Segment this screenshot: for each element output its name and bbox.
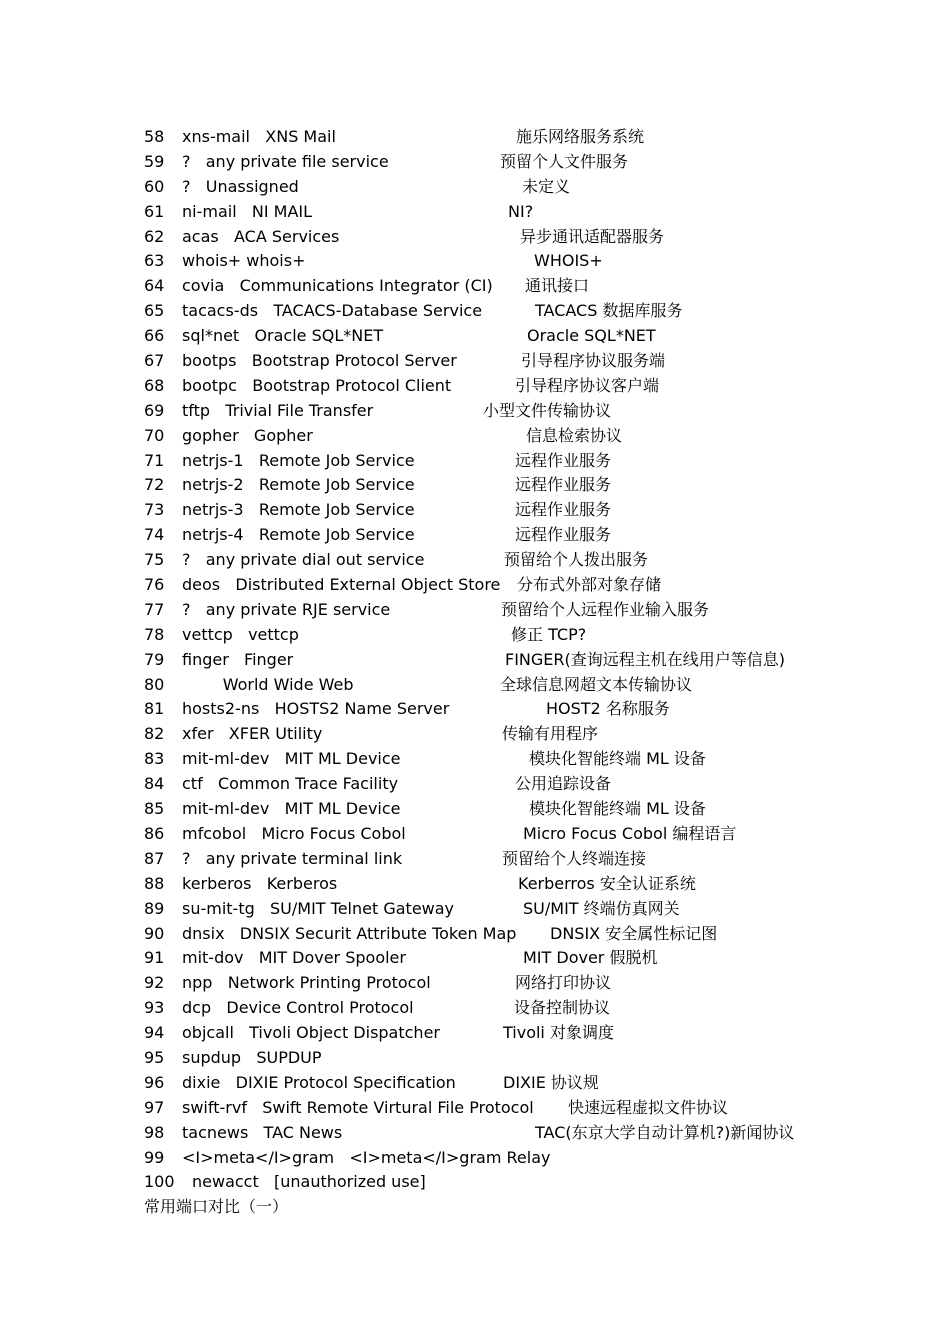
port-entry <box>144 996 844 1021</box>
service-description: 引导程序协议服务端 <box>521 351 666 371</box>
service-description: DNSIX 安全属性标记图 <box>550 923 718 943</box>
service-name: covia Communications Integrator (CI) <box>182 276 493 296</box>
service-name: deos Distributed External Object Store <box>182 575 501 595</box>
port-entry <box>144 125 844 150</box>
port-entry <box>144 1146 844 1171</box>
service-name: vettcp vettcp <box>182 624 299 644</box>
port-entry <box>144 847 844 872</box>
port-number: 98 <box>144 1122 165 1142</box>
service-name: acas ACA Services <box>182 226 340 246</box>
service-name: bootpc Bootstrap Protocol Client <box>182 375 452 395</box>
port-number: 59 <box>144 151 165 171</box>
port-entry <box>144 922 844 947</box>
service-name: dcp Device Control Protocol <box>182 998 414 1018</box>
port-number: 91 <box>144 948 165 968</box>
service-description: 远程作业服务 <box>515 525 612 545</box>
port-entry <box>144 523 844 548</box>
port-entry <box>144 175 844 200</box>
port-entry <box>144 1121 844 1146</box>
port-number: 92 <box>144 973 165 993</box>
port-number: 93 <box>144 998 165 1018</box>
section-heading: 常用端口对比（一） <box>144 1197 289 1217</box>
port-number: 94 <box>144 1023 165 1043</box>
service-name: netrjs-2 Remote Job Service <box>182 475 415 495</box>
port-number: 65 <box>144 301 165 321</box>
port-number: 76 <box>144 575 165 595</box>
service-description: 远程作业服务 <box>515 450 612 470</box>
service-name: bootps Bootstrap Protocol Server <box>182 351 457 371</box>
port-entry <box>144 1071 844 1096</box>
service-description: 预留给个人拨出服务 <box>504 550 649 570</box>
port-entry <box>144 324 844 349</box>
service-name: objcall Tivoli Object Dispatcher <box>182 1023 440 1043</box>
service-description: Micro Focus Cobol 编程语言 <box>523 823 737 843</box>
service-name: kerberos Kerberos <box>182 873 338 893</box>
port-entry <box>144 872 844 897</box>
port-number: 88 <box>144 873 165 893</box>
port-entry <box>144 648 844 673</box>
port-number: 97 <box>144 1097 165 1117</box>
service-description: HOST2 名称服务 <box>546 699 670 719</box>
service-name: ? any private dial out service <box>182 550 425 570</box>
port-number: 72 <box>144 475 165 495</box>
port-entry <box>144 573 844 598</box>
port-entry <box>144 1021 844 1046</box>
port-entry <box>144 349 844 374</box>
service-description: 网络打印协议 <box>515 973 612 993</box>
port-number: 74 <box>144 525 165 545</box>
service-description: 设备控制协议 <box>514 998 611 1018</box>
port-entry <box>144 548 844 573</box>
service-name: su-mit-tg SU/MIT Telnet Gateway <box>182 898 455 918</box>
service-description: 远程作业服务 <box>515 500 612 520</box>
port-entry <box>144 747 844 772</box>
port-entry <box>144 299 844 324</box>
port-entry <box>144 623 844 648</box>
port-entry <box>144 274 844 299</box>
document-body <box>144 125 844 1220</box>
port-number: 87 <box>144 848 165 868</box>
service-description: 通讯接口 <box>525 276 590 296</box>
service-description: 预留个人文件服务 <box>500 151 629 171</box>
port-number: 100 <box>144 1172 175 1192</box>
service-name: xns-mail XNS Mail <box>182 127 336 146</box>
service-description: WHOIS+ <box>534 251 603 271</box>
port-entry <box>144 722 844 747</box>
port-number: 81 <box>144 699 165 719</box>
port-number: 68 <box>144 375 165 395</box>
port-entry <box>144 697 844 722</box>
port-number: 73 <box>144 500 165 520</box>
port-number: 84 <box>144 774 165 794</box>
service-description: SU/MIT 终端仿真网关 <box>523 898 680 918</box>
port-number: 69 <box>144 400 165 420</box>
service-description: 全球信息网超文本传输协议 <box>500 674 693 694</box>
service-name: ni-mail NI MAIL <box>182 201 313 221</box>
port-number: 86 <box>144 823 165 843</box>
port-number: 77 <box>144 599 165 619</box>
service-name: npp Network Printing Protocol <box>182 973 431 993</box>
port-entry <box>144 449 844 474</box>
port-list <box>144 125 844 1195</box>
service-description: 预留给个人终端连接 <box>502 848 647 868</box>
service-name: netrjs-1 Remote Job Service <box>182 450 415 470</box>
port-number: 82 <box>144 724 165 744</box>
service-description: 公用追踪设备 <box>515 774 612 794</box>
port-number: 96 <box>144 1072 165 1092</box>
port-entry <box>144 797 844 822</box>
service-name: netrjs-3 Remote Job Service <box>182 500 415 520</box>
service-description: 异步通讯适配器服务 <box>520 226 665 246</box>
service-name: xfer XFER Utility <box>182 724 323 744</box>
port-number: 78 <box>144 624 165 644</box>
port-number: 60 <box>144 176 165 196</box>
service-name: sql*net Oracle SQL*NET <box>182 326 384 346</box>
service-name: mit-ml-dev MIT ML Device <box>182 749 401 769</box>
service-description: 施乐网络服务系统 <box>516 127 645 146</box>
port-entry <box>144 971 844 996</box>
service-description: 远程作业服务 <box>515 475 612 495</box>
service-description: DIXIE 协议规 <box>503 1072 599 1092</box>
port-entry <box>144 897 844 922</box>
port-number: 58 <box>144 127 165 146</box>
service-description: 信息检索协议 <box>526 425 623 445</box>
service-description: Oracle SQL*NET <box>527 326 656 346</box>
port-entry <box>144 673 844 698</box>
port-entry <box>144 598 844 623</box>
service-name: supdup SUPDUP <box>182 1047 322 1067</box>
port-number: 83 <box>144 749 165 769</box>
service-description: 小型文件传输协议 <box>483 400 612 420</box>
service-description: 引导程序协议客户端 <box>515 375 660 395</box>
service-description: NI? <box>508 201 534 221</box>
port-number: 64 <box>144 276 165 296</box>
port-number: 62 <box>144 226 165 246</box>
port-entry <box>144 498 844 523</box>
port-number: 61 <box>144 201 165 221</box>
port-entry <box>144 1046 844 1071</box>
port-number: 70 <box>144 425 165 445</box>
service-description: MIT Dover 假脱机 <box>523 948 658 968</box>
service-description: TACACS 数据库服务 <box>535 301 683 321</box>
service-name: ? any private terminal link <box>182 848 403 868</box>
service-description: TAC(东京大学自动计算机?)新闻协议 <box>535 1122 795 1142</box>
service-description: 未定义 <box>522 176 571 196</box>
service-description: FINGER(查询远程主机在线用户等信息) <box>505 649 786 669</box>
port-entry <box>144 424 844 449</box>
port-entry <box>144 150 844 175</box>
service-description: 传输有用程序 <box>502 724 599 744</box>
port-entry <box>144 946 844 971</box>
port-number: 66 <box>144 326 165 346</box>
service-name: mit-dov MIT Dover Spooler <box>182 948 406 968</box>
service-description: 模块化智能终端 ML 设备 <box>529 749 706 769</box>
port-number: 80 <box>144 674 165 694</box>
port-entry <box>144 1096 844 1121</box>
port-entry <box>144 374 844 399</box>
port-number: 90 <box>144 923 165 943</box>
service-description: 分布式外部对象存储 <box>517 575 662 595</box>
port-number: 99 <box>144 1147 165 1167</box>
port-entry <box>144 822 844 847</box>
service-description: 快速远程虚拟文件协议 <box>568 1097 729 1117</box>
service-name: dixie DIXIE Protocol Specification <box>182 1072 456 1092</box>
port-number: 71 <box>144 450 165 470</box>
port-entry <box>144 399 844 424</box>
service-description: 修正 TCP? <box>511 624 587 644</box>
port-entry <box>144 249 844 274</box>
service-name: ? any private file service <box>182 151 389 171</box>
port-number: 75 <box>144 550 165 570</box>
service-name: hosts2-ns HOSTS2 Name Server <box>182 699 450 719</box>
port-number: 79 <box>144 649 165 669</box>
service-name: mfcobol Micro Focus Cobol <box>182 823 406 843</box>
service-name: ? any private RJE service <box>182 599 391 619</box>
port-entry <box>144 1170 844 1195</box>
service-name: World Wide Web <box>182 674 354 694</box>
service-name: ctf Common Trace Facility <box>182 774 399 794</box>
service-name: tftp Trivial File Transfer <box>182 400 374 420</box>
service-name: ? Unassigned <box>182 176 299 196</box>
port-entry <box>144 772 844 797</box>
service-name: <I>meta</I>gram <I>meta</I>gram Relay <box>182 1147 551 1167</box>
service-name: whois+ whois+ <box>182 251 306 271</box>
service-name: newacct [unauthorized use] <box>192 1172 426 1192</box>
service-description: 预留给个人远程作业输入服务 <box>501 599 710 619</box>
service-name: finger Finger <box>182 649 294 669</box>
service-name: swift-rvf Swift Remote Virtural File Protocol <box>182 1097 534 1117</box>
port-number: 67 <box>144 351 165 371</box>
port-entry <box>144 225 844 250</box>
service-name: gopher Gopher <box>182 425 313 445</box>
port-number: 63 <box>144 251 165 271</box>
service-name: dnsix DNSIX Securit Attribute Token Map <box>182 923 517 943</box>
port-number: 89 <box>144 898 165 918</box>
service-name: mit-ml-dev MIT ML Device <box>182 799 401 819</box>
service-description: Kerberros 安全认证系统 <box>518 873 696 893</box>
port-entry <box>144 473 844 498</box>
port-entry <box>144 200 844 225</box>
port-number: 95 <box>144 1047 165 1067</box>
service-name: netrjs-4 Remote Job Service <box>182 525 415 545</box>
service-description: Tivoli 对象调度 <box>503 1023 614 1043</box>
service-name: tacnews TAC News <box>182 1122 343 1142</box>
service-name: tacacs-ds TACACS-Database Service <box>182 301 483 321</box>
service-description: 模块化智能终端 ML 设备 <box>529 799 706 819</box>
port-number: 85 <box>144 799 165 819</box>
